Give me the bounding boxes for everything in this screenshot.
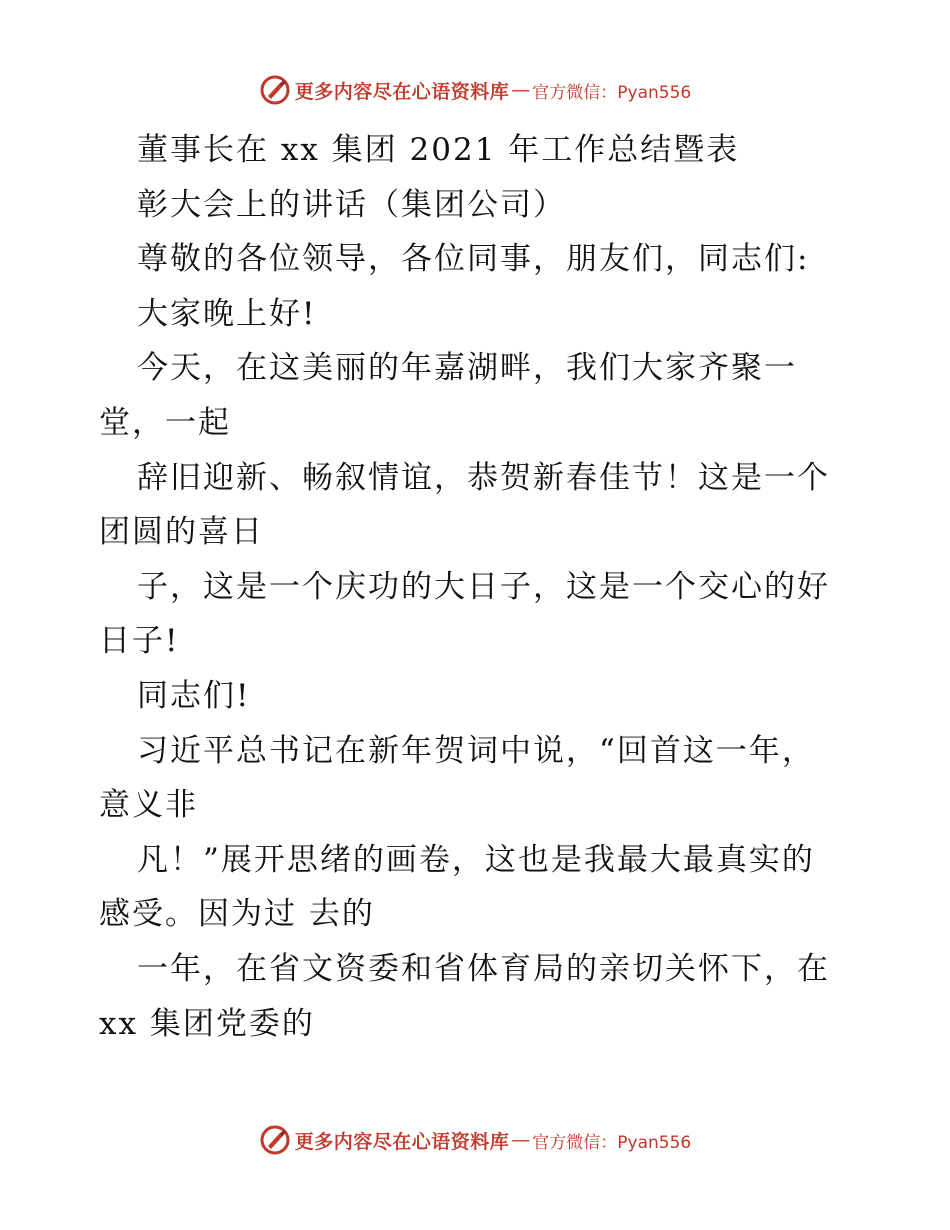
text-line: 意义非	[99, 787, 198, 824]
text-line: 习近平总书记在新年贺词中说，“回首这一年，	[137, 732, 815, 769]
text-line: 堂，一起	[99, 404, 231, 441]
text-line: 团圆的喜日	[99, 514, 264, 551]
banner-separator: —	[511, 1129, 531, 1151]
text-line: 凡！”展开思绪的画卷，这也是我最大最真实的	[137, 841, 815, 878]
footer-banner	[0, 1120, 950, 1160]
text-line: 同志们!	[137, 677, 251, 714]
banner-separator: —	[511, 79, 531, 101]
text-line: 今天，在这美丽的年嘉湖畔，我们大家齐聚一	[137, 350, 797, 387]
text-line: xx 集团党委的	[99, 1005, 315, 1042]
text-line: 大家晚上好!	[137, 295, 317, 332]
text-line: 彰大会上的讲话（集团公司）	[137, 186, 566, 223]
pen-logo-icon	[259, 1124, 291, 1156]
banner-title: 更多内容尽在心语资料库	[294, 80, 510, 103]
text-line: 感受。因为过 去的	[99, 896, 375, 933]
text-line: 子，这是一个庆功的大日子，这是一个交心的好	[137, 568, 830, 605]
pen-logo-icon	[259, 74, 291, 106]
text-line: 尊敬的各位领导，各位同事，朋友们，同志们:	[137, 241, 810, 278]
banner-wechat: 官方微信：Pyan556	[532, 1132, 692, 1153]
document-body	[0, 123, 950, 1051]
text-line: 董事长在 xx 集团 2021 年工作总结暨表	[137, 132, 740, 168]
banner-wechat: 官方微信：Pyan556	[532, 82, 692, 103]
text-line: 一年，在省文资委和省体育局的亲切关怀下，在	[137, 950, 830, 987]
text-line: 日子!	[99, 623, 180, 660]
banner-title: 更多内容尽在心语资料库	[294, 1130, 510, 1153]
header-banner	[0, 70, 950, 110]
text-line: 辞旧迎新、畅叙情谊，恭贺新春佳节！这是一个	[137, 459, 830, 496]
